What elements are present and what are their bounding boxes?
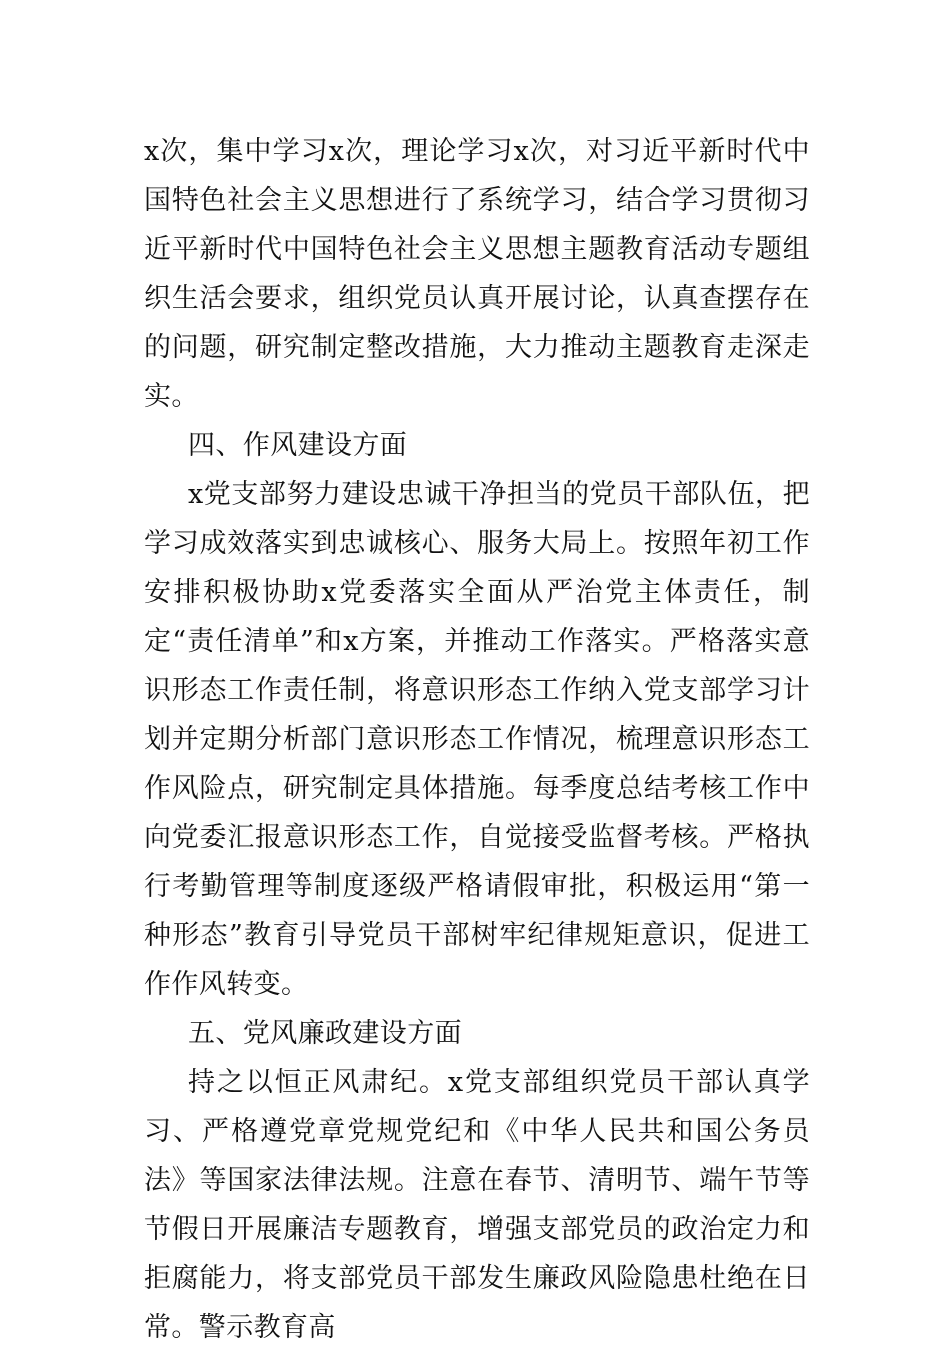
document-body [144,127,810,1352]
paragraph-study-summary: x次，集中学习x次，理论学习x次，对习近平新时代中国特色社会主义思想进行了系统学习，结合学习贯彻习近平新时代中国特色社会主义思想主题教育活动专题组织生活会要求，组织党员认真开展讨论，认真查摆存在的问题，研究制定整改措施，大力推动主题教育走深走实。 [144,136,810,412]
paragraph-work-style: x党支部努力建设忠诚干净担当的党员干部队伍，把学习成效落实到忠诚核心、服务大局上。按照年初工作安排积极协助x党委落实全面从严治党主体责任，制定“责任清单”和x方案，并推动工作落实。严格落实意识形态工作责任制，将意识形态工作纳入党支部学习计划并定期分析部门意识形态工作情况，梳理意识形态工作风险点，研究制定具体措施。每季度总结考核工作中向党委汇报意识形态工作，自觉接受监督考核。严格执行考勤管理等制度逐级严格请假审批，积极运用“第一种形态”教育引导党员干部树牢纪律规矩意识，促进工作作风转变。 [144,479,810,1000]
section-heading-work-style: 四、作风建设方面 [188,430,408,461]
paragraph-integrity: 持之以恒正风肃纪。x党支部组织党员干部认真学习、严格遵党章党规党纪和《中华人民共和国公务员法》等国家法律法规。注意在春节、清明节、端午节等节假日开展廉洁专题教育，增强支部党员的政治定力和拒腐能力，将支部党员干部发生廉政风险隐患杜绝在日常。警示教育高 [144,1067,810,1343]
section-heading-integrity: 五、党风廉政建设方面 [188,1018,462,1049]
